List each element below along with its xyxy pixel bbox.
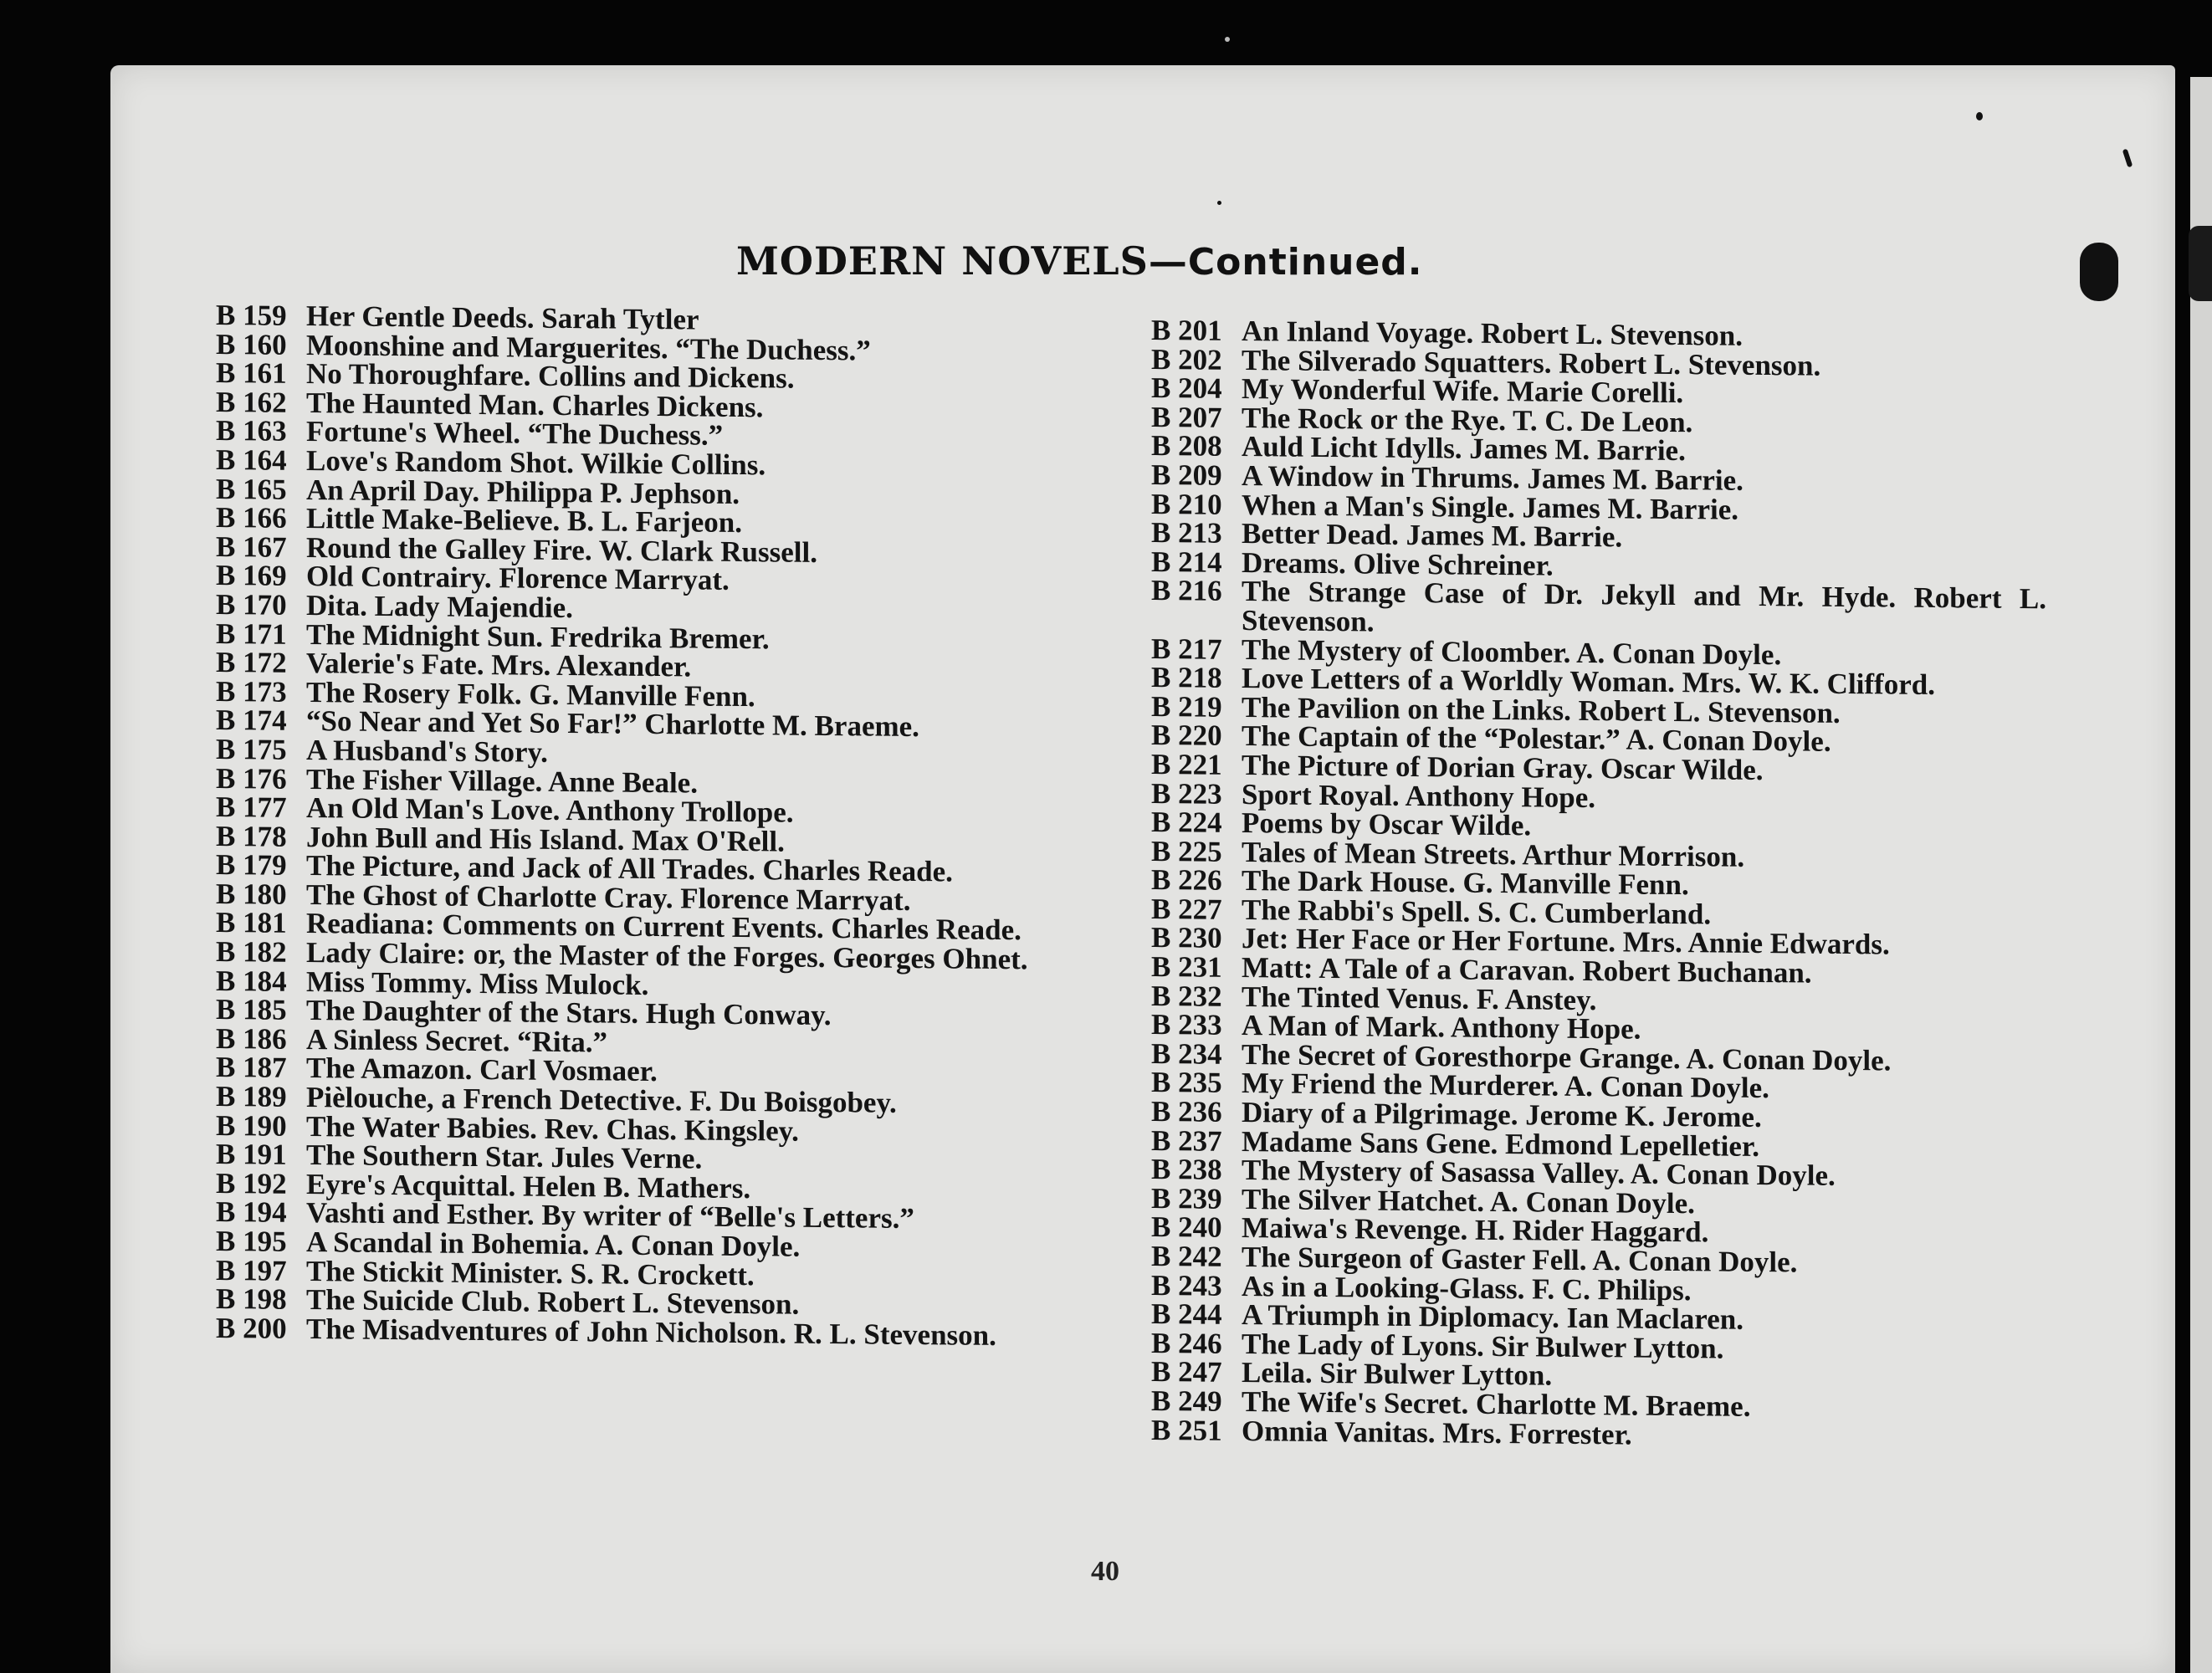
entry-title-author: The Silverado Squatters. Robert L. Stevenson. (1242, 343, 1821, 382)
entry-number: B 216 (1151, 574, 1222, 608)
entry-number: B 159 (216, 299, 287, 332)
entry-title-author: Miss Tommy. Miss Mulock. (306, 964, 649, 1001)
entry-title-author: The Haunted Man. Charles Dickens. (306, 386, 764, 424)
entry-number: B 224 (1151, 806, 1222, 839)
entry-number: B 235 (1151, 1066, 1222, 1100)
entry-number: B 218 (1151, 661, 1222, 694)
entry-number: B 208 (1151, 429, 1222, 463)
entry-number: B 198 (216, 1282, 287, 1316)
left-column-list (216, 301, 1094, 1351)
entry-number: B 249 (1151, 1384, 1222, 1418)
entry-number: B 166 (216, 501, 287, 535)
entry-title-author: Fortune's Wheel. “The Duchess.” (306, 415, 724, 453)
section-heading (736, 238, 1556, 284)
entry-title-author: The Misadventures of John Nicholson. R. L. Stevenson. (306, 1312, 996, 1352)
entry-number: B 200 (216, 1311, 287, 1345)
entry-title-author: The Rabbi's Spell. S. C. Cumberland. (1242, 893, 1712, 931)
entry-number: B 243 (1151, 1268, 1222, 1302)
entry-title-author: Matt: A Tale of a Caravan. Robert Buchanan. (1242, 951, 1812, 990)
entry-number: B 165 (216, 472, 287, 506)
entry-title-author: Jet: Her Face or Her Fortune. Mrs. Annie Edwards. (1242, 922, 1890, 961)
entry-number: B 201 (1151, 314, 1222, 347)
entry-number: B 240 (1151, 1210, 1222, 1245)
entry-title-author: Valerie's Fate. Mrs. Alexander. (306, 647, 692, 683)
entry-title-author: “So Near and Yet So Far!” Charlotte M. Braeme. (306, 704, 919, 744)
entry-title-author: When a Man's Single. James M. Barrie. (1242, 488, 1738, 526)
entry-number: B 181 (216, 906, 287, 940)
entry-number: B 191 (216, 1138, 287, 1172)
entry-number: B 190 (216, 1108, 287, 1143)
entry-number: B 233 (1151, 1008, 1222, 1042)
entry-number: B 244 (1151, 1297, 1222, 1331)
entry-number: B 214 (1151, 545, 1222, 579)
entry-number: B 164 (216, 443, 287, 477)
entry-number: B 189 (216, 1080, 287, 1113)
entry-number: B 202 (1151, 342, 1222, 376)
facing-page-edge (2190, 77, 2212, 1673)
entry-number: B 169 (216, 559, 287, 593)
binding-clip-mark (2189, 226, 2212, 301)
entry-title-author: The Water Babies. Rev. Chas. Kingsley. (306, 1109, 799, 1148)
entry-number: B 226 (1151, 863, 1222, 898)
entry-number: B 251 (1151, 1413, 1222, 1447)
entry-title-author: The Daughter of the Stars. Hugh Conway. (306, 994, 832, 1032)
entry-number: B 210 (1151, 487, 1222, 521)
entry-number: B 204 (1151, 371, 1222, 405)
entry-title-author: The Mystery of Sasassa Valley. A. Conan Doyle. (1242, 1154, 1836, 1193)
entry-number: B 238 (1151, 1153, 1222, 1187)
entry-title-author: As in a Looking-Glass. F. C. Philips. (1242, 1269, 1692, 1307)
entry-number: B 232 (1151, 979, 1222, 1013)
ink-speck-mark (1217, 201, 1221, 205)
entry-number: B 231 (1151, 950, 1222, 984)
entry-title-author: A Window in Thrums. James M. Barrie. (1242, 459, 1743, 497)
entry-title-author: Better Dead. James M. Barrie. (1242, 517, 1623, 554)
entry-title-author: Moonshine and Marguerites. “The Duchess.” (306, 328, 871, 367)
right-column-list (1151, 316, 2046, 1453)
entry-title-author: The Suicide Club. Robert L. Stevenson. (306, 1283, 800, 1321)
entry-title-author: A Triumph in Diplomacy. Ian Maclaren. (1242, 1298, 1743, 1336)
entry-number: B 195 (216, 1225, 287, 1258)
entry-title-author: The Strange Case of Dr. Jekyll and Mr. Hyde. Robert L. Stevenson. (1242, 575, 2046, 638)
entry-title-author: A Man of Mark. Anthony Hope. (1242, 1009, 1641, 1046)
entry-number: B 180 (216, 877, 287, 911)
entry-title-author: Her Gentle Deeds. Sarah Tytler (306, 299, 699, 336)
ink-blot-mark (2080, 243, 2118, 301)
entry-title-author: Dreams. Olive Schreiner. (1242, 545, 1554, 582)
entry-number: B 171 (216, 617, 287, 651)
entry-number: B 209 (1151, 458, 1222, 492)
entry-number: B 236 (1151, 1095, 1222, 1128)
entry-number: B 247 (1151, 1355, 1222, 1389)
entry-title-author: Tales of Mean Streets. Arthur Morrison. (1242, 835, 1745, 873)
entry-title-author: Love's Random Shot. Wilkie Collins. (306, 444, 766, 482)
entry-number: B 230 (1151, 921, 1222, 955)
entry-number: B 186 (216, 1021, 287, 1056)
entry-number: B 237 (1151, 1123, 1222, 1158)
entry-title-author: Dita. Lady Majendie. (306, 588, 573, 625)
entry-title-author: Poems by Oscar Wilde. (1242, 806, 1532, 842)
entry-number: B 246 (1151, 1326, 1222, 1360)
entry-title-author: Omnia Vanitas. Mrs. Forrester. (1242, 1414, 1632, 1451)
entry-title-author: Leila. Sir Bulwer Lytton. (1242, 1356, 1553, 1392)
entry-title-author: The Picture of Dorian Gray. Oscar Wilde. (1242, 748, 1764, 786)
entry-title-author: A Scandal in Bohemia. A. Conan Doyle. (306, 1225, 801, 1263)
entry-title-author: John Bull and His Island. Max O'Rell. (306, 820, 785, 858)
entry-title-author: The Stickit Minister. S. R. Crockett. (306, 1254, 755, 1292)
entry-number: B 207 (1151, 400, 1222, 434)
entry-number: B 219 (1151, 689, 1222, 724)
entry-title-author: Maiwa's Revenge. H. Rider Haggard. (1242, 1211, 1709, 1249)
entry-title-author: An Old Man's Love. Anthony Trollope. (306, 791, 794, 829)
entry-title-author: My Friend the Murderer. A. Conan Doyle. (1242, 1067, 1769, 1105)
entry-title-author: Lady Claire: or, the Master of the Forges. Georges Ohnet. (306, 936, 1028, 976)
ink-dot-mark (1976, 112, 1983, 120)
entry-title-author: The Rock or the Rye. T. C. De Leon. (1242, 401, 1693, 438)
dust-speck-mark (1225, 37, 1230, 42)
entry-title-author: Old Contrairy. Florence Marryat. (306, 560, 730, 597)
entry-title-author: The Silver Hatchet. A. Conan Doyle. (1242, 1182, 1695, 1220)
entry-title-author: The Midnight Sun. Fredrika Bremer. (306, 617, 770, 655)
entry-number: B 197 (216, 1253, 287, 1287)
entry-number: B 194 (216, 1195, 287, 1230)
entry-number: B 221 (1151, 747, 1222, 781)
entry-title-author: Little Make-Believe. B. L. Farjeon. (306, 502, 742, 540)
entry-title-author: Round the Galley Fire. W. Clark Russell. (306, 530, 817, 569)
entry-number: B 177 (216, 790, 287, 824)
entry-number: B 178 (216, 819, 287, 853)
entry-number: B 176 (216, 761, 287, 796)
entry-title-author: An Inland Voyage. Robert L. Stevenson. (1242, 315, 1743, 352)
entry-title-author: Love Letters of a Worldly Woman. Mrs. W. K. Clifford. (1242, 662, 1935, 702)
entry-title-author: A Sinless Secret. “Rita.” (306, 1022, 608, 1059)
heading-dash: — (1148, 238, 1188, 284)
entry-number: B 170 (216, 587, 287, 622)
entry-title-author: A Husband's Story. (306, 733, 548, 769)
entry-title-author: Eyre's Acquittal. Helen B. Mathers. (306, 1167, 751, 1205)
entry-title-author: The Wife's Secret. Charlotte M. Braeme. (1242, 1385, 1751, 1423)
entry-title-author: An April Day. Philippa P. Jephson. (306, 473, 740, 510)
entry-title-author: Pièlouche, a French Detective. F. Du Boisgobey. (306, 1081, 897, 1119)
entry-number: B 223 (1151, 776, 1222, 811)
entry-number: B 163 (216, 414, 287, 448)
entry-number: B 192 (216, 1166, 287, 1200)
entry-title-author: Sport Royal. Anthony Hope. (1242, 777, 1595, 814)
entry-title-author: The Pavilion on the Links. Robert L. Stevenson. (1242, 690, 1841, 729)
entry-title-author: Diary of a Pilgrimage. Jerome K. Jerome. (1242, 1096, 1762, 1134)
entry-number: B 234 (1151, 1036, 1222, 1071)
heading-continued: Continued. (1187, 241, 1423, 284)
entry-number: B 239 (1151, 1181, 1222, 1215)
entry-title-author: Readiana: Comments on Current Events. Charles Reade. (306, 907, 1022, 947)
entry-title-author: The Mystery of Cloomber. A. Conan Doyle. (1242, 632, 1782, 671)
entry-title-author: The Lady of Lyons. Sir Bulwer Lytton. (1242, 1327, 1724, 1365)
entry-number: B 213 (1151, 516, 1222, 550)
entry-number: B 161 (216, 356, 287, 390)
entry-title-author: My Wonderful Wife. Marie Corelli. (1242, 372, 1684, 410)
entry-number: B 172 (216, 646, 287, 679)
entry-number: B 173 (216, 674, 287, 709)
entry-title-author: Madame Sans Gene. Edmond Lepelletier. (1242, 1124, 1759, 1163)
entry-number: B 175 (216, 732, 287, 766)
entry-title-author: The Southern Star. Jules Verne. (306, 1138, 703, 1175)
entry-title-author: The Ghost of Charlotte Cray. Florence Marryat. (306, 877, 911, 917)
entry-title-author: The Amazon. Carl Vosmaer. (306, 1051, 658, 1088)
entry-title-author: Vashti and Esther. By writer of “Belle's Letters.” (306, 1196, 914, 1236)
entry-number: B 182 (216, 935, 287, 969)
entry-title-author: The Surgeon of Gaster Fell. A. Conan Doyle. (1242, 1241, 1798, 1279)
heading-main: MODERN NOVELS (736, 238, 1149, 284)
entry-number: B 184 (216, 964, 287, 998)
entry-number: B 227 (1151, 892, 1222, 926)
entry-number: B 160 (216, 327, 287, 361)
entry-number: B 162 (216, 385, 287, 419)
page-number: 40 (1091, 1556, 1119, 1587)
entry-number: B 187 (216, 1051, 287, 1085)
entry-number: B 242 (1151, 1240, 1222, 1273)
entry-number: B 179 (216, 848, 287, 883)
entry-title-author: The Fisher Village. Anne Beale. (306, 762, 698, 800)
entry-title-author: The Captain of the “Polestar.” A. Conan Doyle. (1242, 719, 1831, 759)
entry-title-author: The Picture, and Jack of All Trades. Charles Reade. (306, 849, 953, 888)
entry-title-author: Auld Licht Idylls. James M. Barrie. (1242, 430, 1686, 468)
entry-title-author: The Tinted Venus. F. Anstey. (1242, 980, 1597, 1016)
entry-title-author: The Secret of Goresthorpe Grange. A. Conan Doyle. (1242, 1037, 1892, 1077)
entry-number: B 174 (216, 703, 287, 738)
entry-title-author: The Rosery Folk. G. Manville Fenn. (306, 675, 755, 713)
entry-title-author: The Dark House. G. Manville Fenn. (1242, 864, 1689, 902)
entry-title-author: No Thoroughfare. Collins and Dickens. (306, 357, 795, 395)
entry-number: B 225 (1151, 834, 1222, 868)
entry-number: B 167 (216, 530, 287, 564)
entry-number: B 220 (1151, 719, 1222, 753)
entry-number: B 185 (216, 993, 287, 1027)
entry-number: B 217 (1151, 632, 1222, 666)
